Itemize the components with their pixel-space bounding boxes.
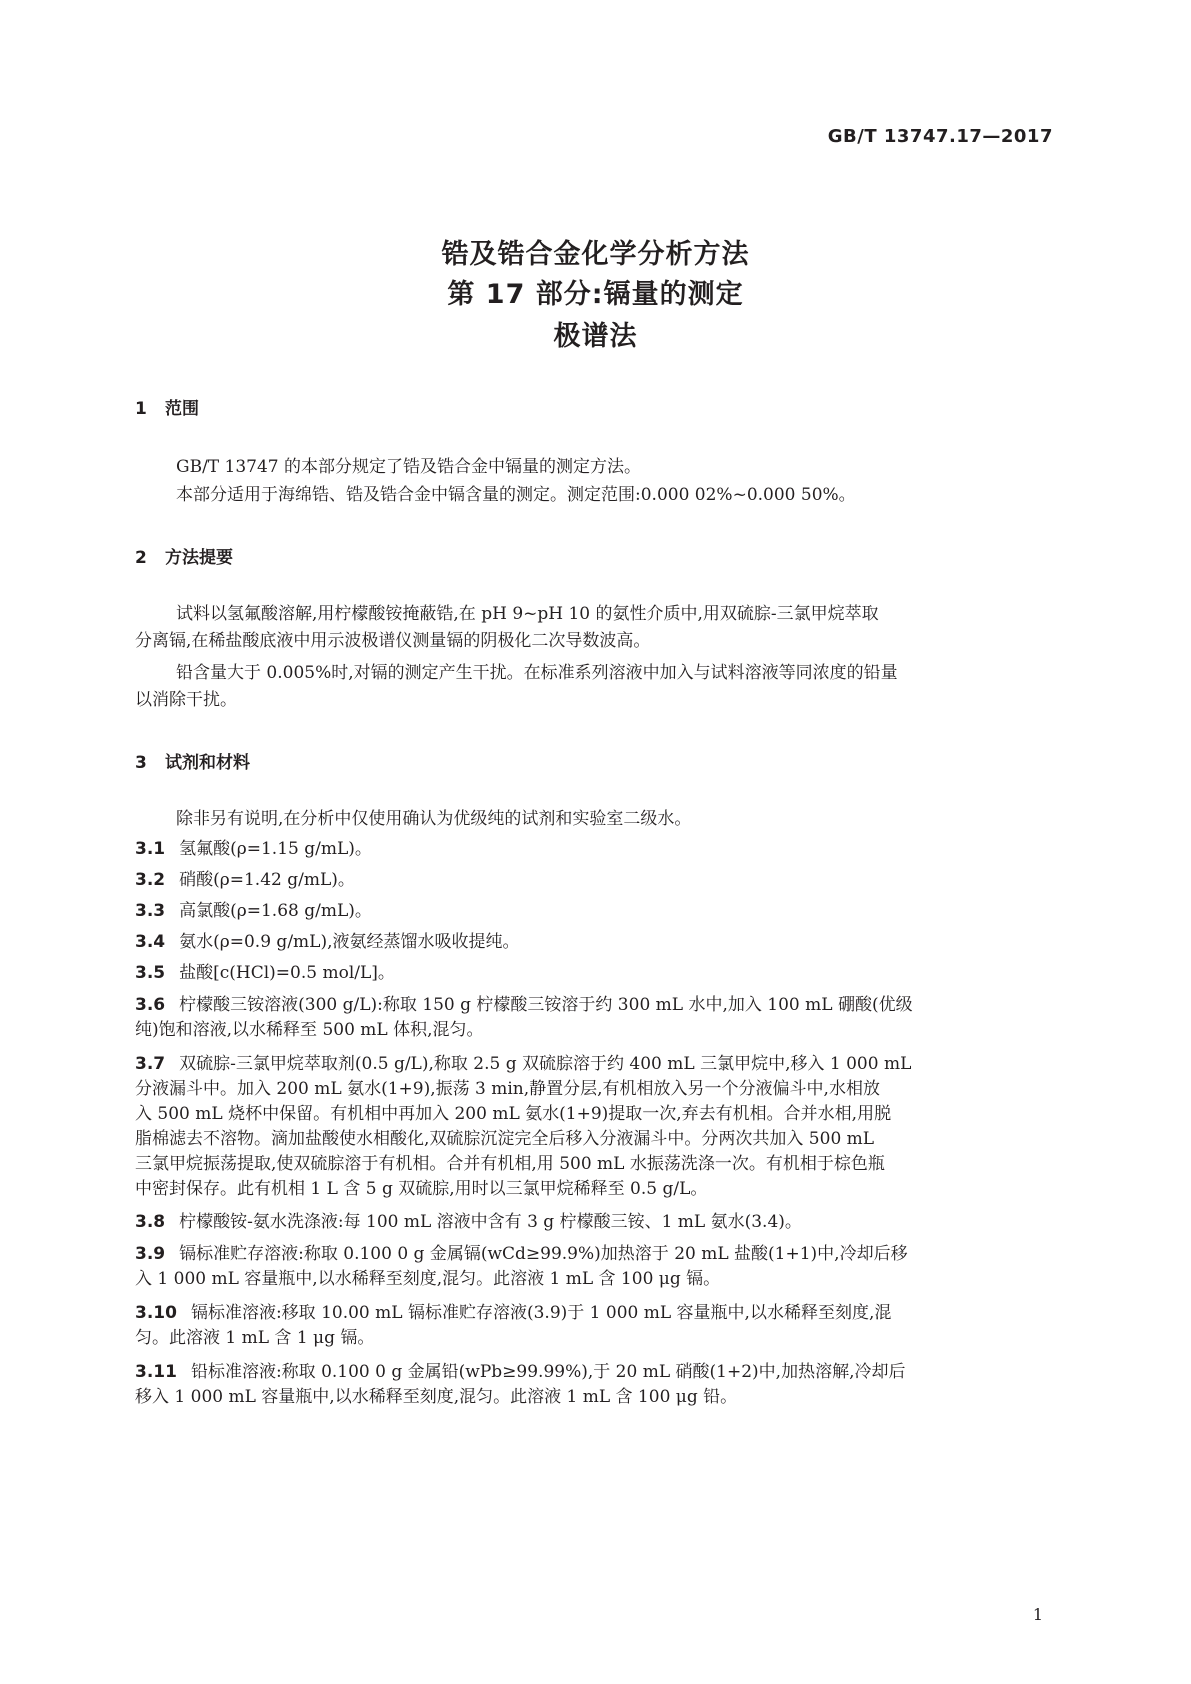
item-text-continuation: 脂棉滤去不溶物。滴加盐酸使水相酸化,双硫腙沉淀完全后移入分液漏斗中。分两次共加入 500 mL: [135, 1129, 875, 1149]
item-number: 3.5: [135, 963, 166, 983]
item-text: 氨水(ρ=0.9 g/mL),液氨经蒸馏水吸收提纯。: [179, 932, 520, 952]
item-number: 3.10: [135, 1303, 177, 1323]
section-1-paragraph-1: GB/T 13747 的本部分规定了锆及锆合金中镉量的测定方法。: [176, 457, 642, 477]
section-2-paragraph-2-line-2: 以消除干扰。: [135, 690, 237, 710]
document-title-line-3: 极谱法: [553, 321, 638, 352]
document-title-line-1: 锆及锆合金化学分析方法: [441, 239, 750, 270]
page-number: 1: [1032, 1605, 1043, 1624]
item-text-continuation: 分液漏斗中。加入 200 mL 氨水(1+9),振荡 3 min,静置分层,有机相放入另一个分液偏斗中,水相放: [135, 1079, 880, 1099]
item-text: 高氯酸(ρ=1.68 g/mL)。: [179, 901, 372, 921]
item-text-continuation: 匀。此溶液 1 mL 含 1 μg 镉。: [135, 1328, 375, 1348]
section-2-paragraph-1-line-2: 分离镉,在稀盐酸底液中用示波极谱仪测量镉的阴极化二次导数波高。: [135, 631, 651, 651]
item-text: 柠檬酸铵-氨水洗涤液:每 100 mL 溶液中含有 3 g 柠檬酸三铵、1 mL 氨水(3.4)。: [179, 1212, 802, 1232]
item-text-continuation: 移入 1 000 mL 容量瓶中,以水稀释至刻度,混匀。此溶液 1 mL 含 100 μg 铅。: [135, 1387, 738, 1407]
item-text: 镉标准贮存溶液:称取 0.100 0 g 金属镉(wCd≥99.9%)加热溶于 20 mL 盐酸(1+1)中,冷却后移: [179, 1244, 908, 1264]
section-number: 1: [135, 399, 147, 419]
section-number: 3: [135, 753, 147, 773]
item-number: 3.2: [135, 870, 166, 890]
item-text: 氢氟酸(ρ=1.15 g/mL)。: [179, 839, 372, 859]
item-number: 3.3: [135, 901, 166, 921]
standard-code: GB/T 13747.17—2017: [827, 126, 1053, 147]
section-title: 试剂和材料: [165, 753, 250, 773]
section-title: 方法提要: [165, 548, 233, 568]
item-text-continuation: 三氯甲烷振荡提取,使双硫腙溶于有机相。合并有机相,用 500 mL 水振荡洗涤一次。有机相于棕色瓶: [135, 1154, 885, 1174]
item-text-continuation: 入 1 000 mL 容量瓶中,以水稀释至刻度,混匀。此溶液 1 mL 含 100 μg 镉。: [135, 1269, 721, 1289]
reagent-item: [135, 834, 1056, 865]
item-number: 3.6: [135, 995, 166, 1015]
section-2-paragraph-2-line-1: 铅含量大于 0.005%时,对镉的测定产生干扰。在标准系列溶液中加入与试料溶液等同浓度的铅量: [176, 663, 898, 683]
reagent-item: [135, 1207, 1056, 1238]
item-number: 3.7: [135, 1054, 166, 1074]
section-2-heading: [135, 543, 233, 568]
section-title: 范围: [165, 399, 199, 419]
item-number: 3.4: [135, 932, 166, 952]
item-text-continuation: 入 500 mL 烧杯中保留。有机相中再加入 200 mL 氨水(1+9)提取一次,弃去有机相。合并水相,用脱: [135, 1104, 892, 1124]
item-number: 3.8: [135, 1212, 166, 1232]
section-1-paragraph-2: 本部分适用于海绵锆、锆及锆合金中镉含量的测定。测定范围:0.000 02%~0.000 50%。: [176, 485, 856, 505]
item-text: 镉标准溶液:移取 10.00 mL 镉标准贮存溶液(3.9)于 1 000 mL 容量瓶中,以水稀释至刻度,混: [190, 1303, 892, 1323]
section-3-intro: 除非另有说明,在分析中仅使用确认为优级纯的试剂和实验室二级水。: [176, 809, 692, 829]
item-text-continuation: 纯)饱和溶液,以水稀释至 500 mL 体积,混匀。: [135, 1020, 484, 1040]
item-number: 3.11: [135, 1362, 177, 1382]
item-text: 铅标准溶液:称取 0.100 0 g 金属铅(wPb≥99.99%),于 20 mL 硝酸(1+2)中,加热溶解,冷却后: [190, 1362, 906, 1382]
item-text: 盐酸[c(HCl)=0.5 mol/L]。: [179, 963, 395, 983]
item-text: 硝酸(ρ=1.42 g/mL)。: [179, 870, 355, 890]
section-1-heading: [135, 394, 199, 419]
item-text: 双硫腙-三氯甲烷萃取剂(0.5 g/L),称取 2.5 g 双硫腙溶于约 400 mL 三氯甲烷中,移入 1 000 mL: [179, 1054, 912, 1074]
item-number: 3.1: [135, 839, 166, 859]
item-text: 柠檬酸三铵溶液(300 g/L):称取 150 g 柠檬酸三铵溶于约 300 mL 水中,加入 100 mL 硼酸(优级: [179, 995, 913, 1015]
section-number: 2: [135, 548, 147, 568]
section-3-heading: [135, 748, 250, 773]
section-2-paragraph-1-line-1: 试料以氢氟酸溶解,用柠檬酸铵掩蔽锆,在 pH 9~pH 10 的氨性介质中,用双硫腙-三氯甲烷萃取: [176, 604, 879, 624]
reagent-item: [135, 927, 1056, 958]
reagent-item: [135, 896, 1056, 927]
item-number: 3.9: [135, 1244, 166, 1264]
item-text-continuation: 中密封保存。此有机相 1 L 含 5 g 双硫腙,用时以三氯甲烷稀释至 0.5 g/L。: [135, 1179, 708, 1199]
reagent-item: [135, 958, 1056, 989]
reagent-item: [135, 865, 1056, 896]
document-title-line-2: 第 17 部分:镉量的测定: [447, 279, 744, 310]
